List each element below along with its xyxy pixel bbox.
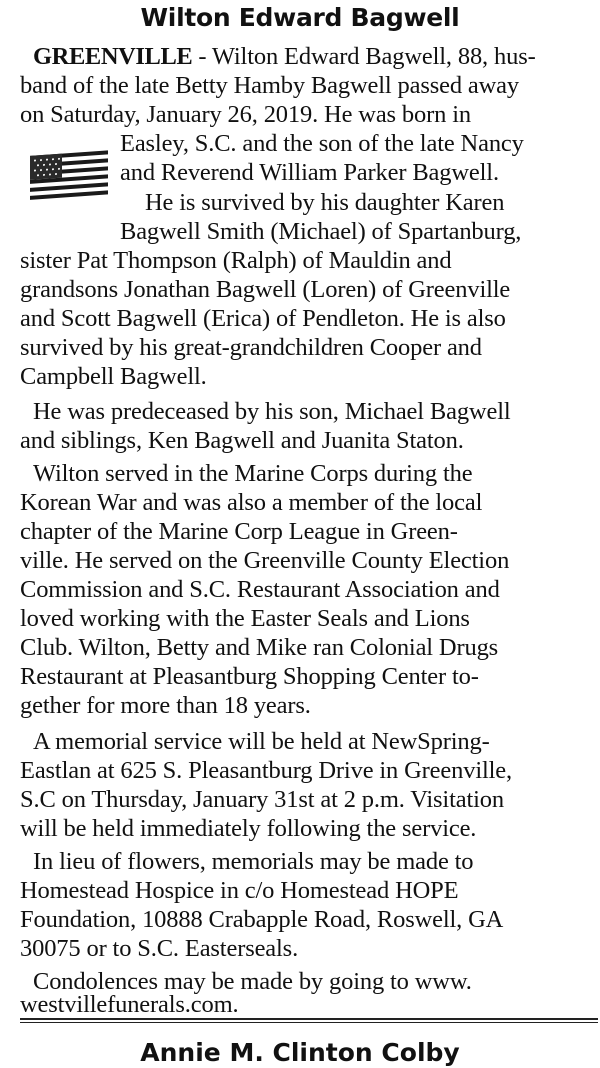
city-dateline: GREENVILLE: [33, 43, 193, 70]
american-flag-icon: [28, 149, 110, 207]
obituary-line: [33, 42, 536, 72]
obituary-line: gether for more than 18 years.: [20, 692, 311, 719]
obituary-line: and Reverend William Parker Bagwell.: [120, 159, 499, 186]
obituary-line: Restaurant at Pleasantburg Shopping Center to-: [20, 663, 479, 690]
obituary-line: loved working with the Easter Seals and Lions: [20, 605, 470, 632]
obituary-line: S.C on Thursday, January 31st at 2 p.m. Visitation: [20, 786, 504, 813]
obituary-title: Wilton Edward Bagwell: [140, 3, 460, 32]
obituary-line: Easley, S.C. and the son of the late Nancy: [120, 130, 524, 157]
obituary-line: Korean War and was also a member of the local: [20, 489, 483, 516]
obituary-line: Commission and S.C. Restaurant Association and: [20, 576, 500, 603]
obituary-line: Homestead Hospice in c/o Homestead HOPE: [20, 877, 459, 904]
obituary-line: Club. Wilton, Betty and Mike ran Colonial Drugs: [20, 634, 499, 661]
obituary-line: ville. He served on the Greenville County Election: [20, 547, 510, 574]
obituary-line: 30075 or to S.C. Easterseals.: [20, 935, 299, 962]
obituary-line: Wilton served in the Marine Corps during the: [33, 460, 473, 487]
section-divider: [20, 1018, 598, 1020]
obituary-line: In lieu of flowers, memorials may be made to: [33, 848, 474, 875]
obituary-line: survived by his great-grandchildren Cooper and: [20, 334, 482, 361]
obituary-line: and Scott Bagwell (Erica) of Pendleton. He is also: [20, 305, 506, 332]
obituary-line: Condolences may be made by going to www.: [33, 968, 472, 995]
next-obituary-title: Annie M. Clinton Colby: [140, 1038, 460, 1067]
obituary-line: Foundation, 10888 Crabapple Road, Roswell, GA: [20, 906, 504, 933]
obituary-line: and siblings, Ken Bagwell and Juanita Staton.: [20, 427, 464, 454]
obituary-line: Bagwell Smith (Michael) of Spartanburg,: [120, 218, 522, 245]
obituary-line: will be held immediately following the service.: [20, 815, 477, 842]
obituary-line: A memorial service will be held at NewSpring-: [33, 728, 490, 755]
obituary-line: He is survived by his daughter Karen: [145, 189, 505, 216]
obituary-line: band of the late Betty Hamby Bagwell passed away: [20, 72, 519, 99]
obituary-line: grandsons Jonathan Bagwell (Loren) of Greenville: [20, 276, 511, 303]
obituary-line: Campbell Bagwell.: [20, 363, 207, 390]
obituary-line: sister Pat Thompson (Ralph) of Mauldin and: [20, 247, 452, 274]
obituary-line: on Saturday, January 26, 2019. He was born in: [20, 101, 471, 128]
section-divider: [20, 1022, 598, 1023]
obituary-line: He was predeceased by his son, Michael Bagwell: [33, 398, 511, 425]
obituary-line: westvillefunerals.com.: [20, 991, 239, 1018]
obituary-line: chapter of the Marine Corp League in Green-: [20, 518, 458, 545]
line-text: - Wilton Edward Bagwell, 88, hus-: [192, 43, 536, 70]
obituary-line: Eastlan at 625 S. Pleasantburg Drive in Greenville,: [20, 757, 512, 784]
